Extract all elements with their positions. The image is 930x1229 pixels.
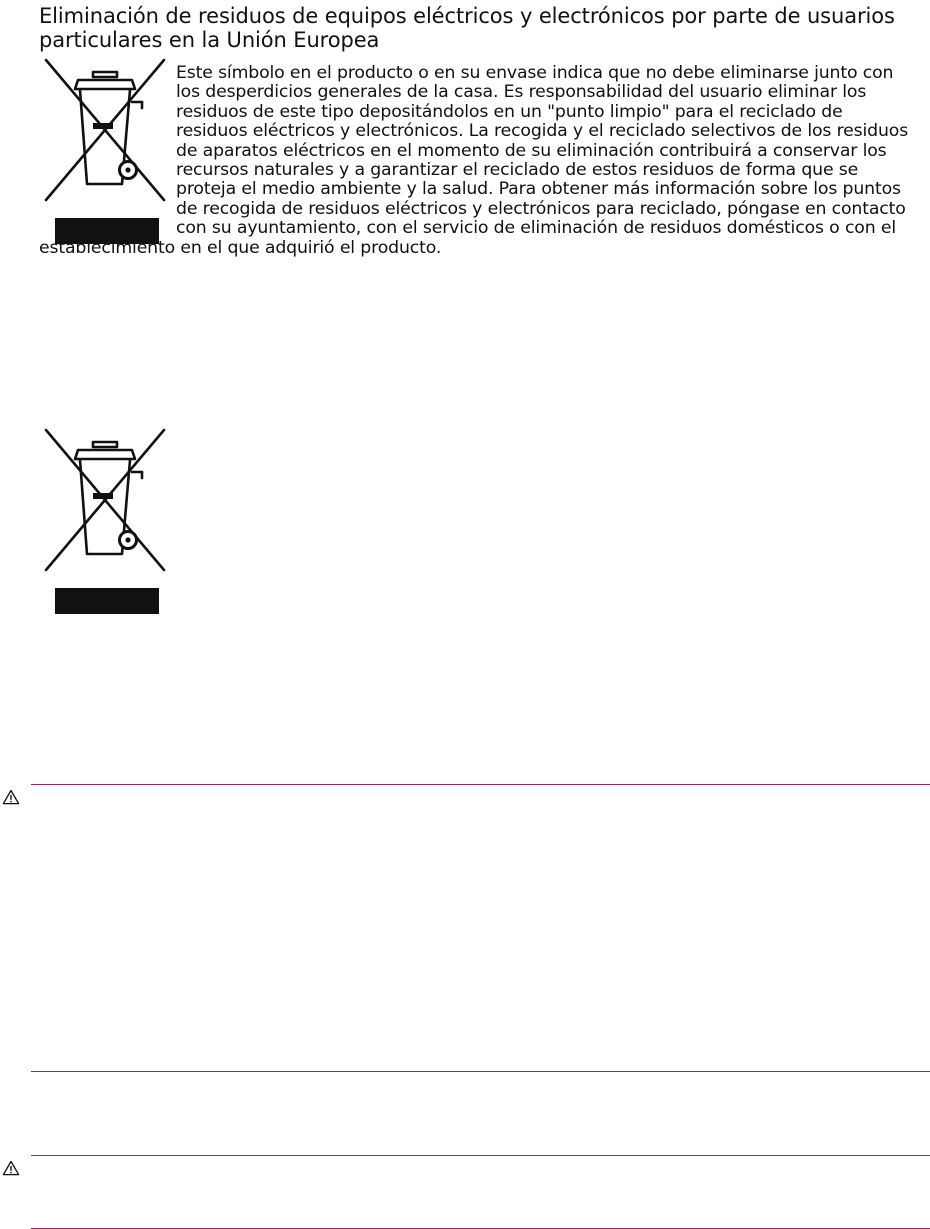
warning-triangle-icon — [2, 1160, 20, 1176]
section-body-text: Este símbolo en el producto o en su envase indica que no debe eliminarse junto con los desperdicios generales de la casa. Es responsabilidad del usuario eliminar los residuos de este tipo depositándolos en un "punto limpio" para el reciclado de residuos eléctricos y electrónicos. La recogida y el reciclado selectivos de los residuos de aparatos eléctricos en el momento de su eliminación contribuirá a conservar los recursos naturales y a garantizar el reciclado de estos residuos de forma que se proteja el medio ambiente y la salud. Para obtener más información sobre los puntos de recogida de residuos eléctricos y electrónicos para reciclado, póngase en contacto con su ayuntamiento, con el servicio de eliminación de residuos domésticos o con el establecimiento en el que adquirió el producto. — [39, 63, 909, 258]
warning-triangle-icon — [2, 789, 20, 805]
icon-float-spacer — [39, 64, 176, 238]
section-title: Eliminación de residuos de equipos eléctricos y electrónicos por parte de usuarios particulares en la Unión Europea — [39, 4, 895, 52]
caution-divider-top-2 — [31, 1155, 930, 1156]
weee-bin-icon-standalone — [40, 426, 170, 618]
caution-divider-top — [31, 784, 930, 785]
section-body — [39, 64, 911, 258]
caution-divider-bottom — [31, 1071, 930, 1072]
